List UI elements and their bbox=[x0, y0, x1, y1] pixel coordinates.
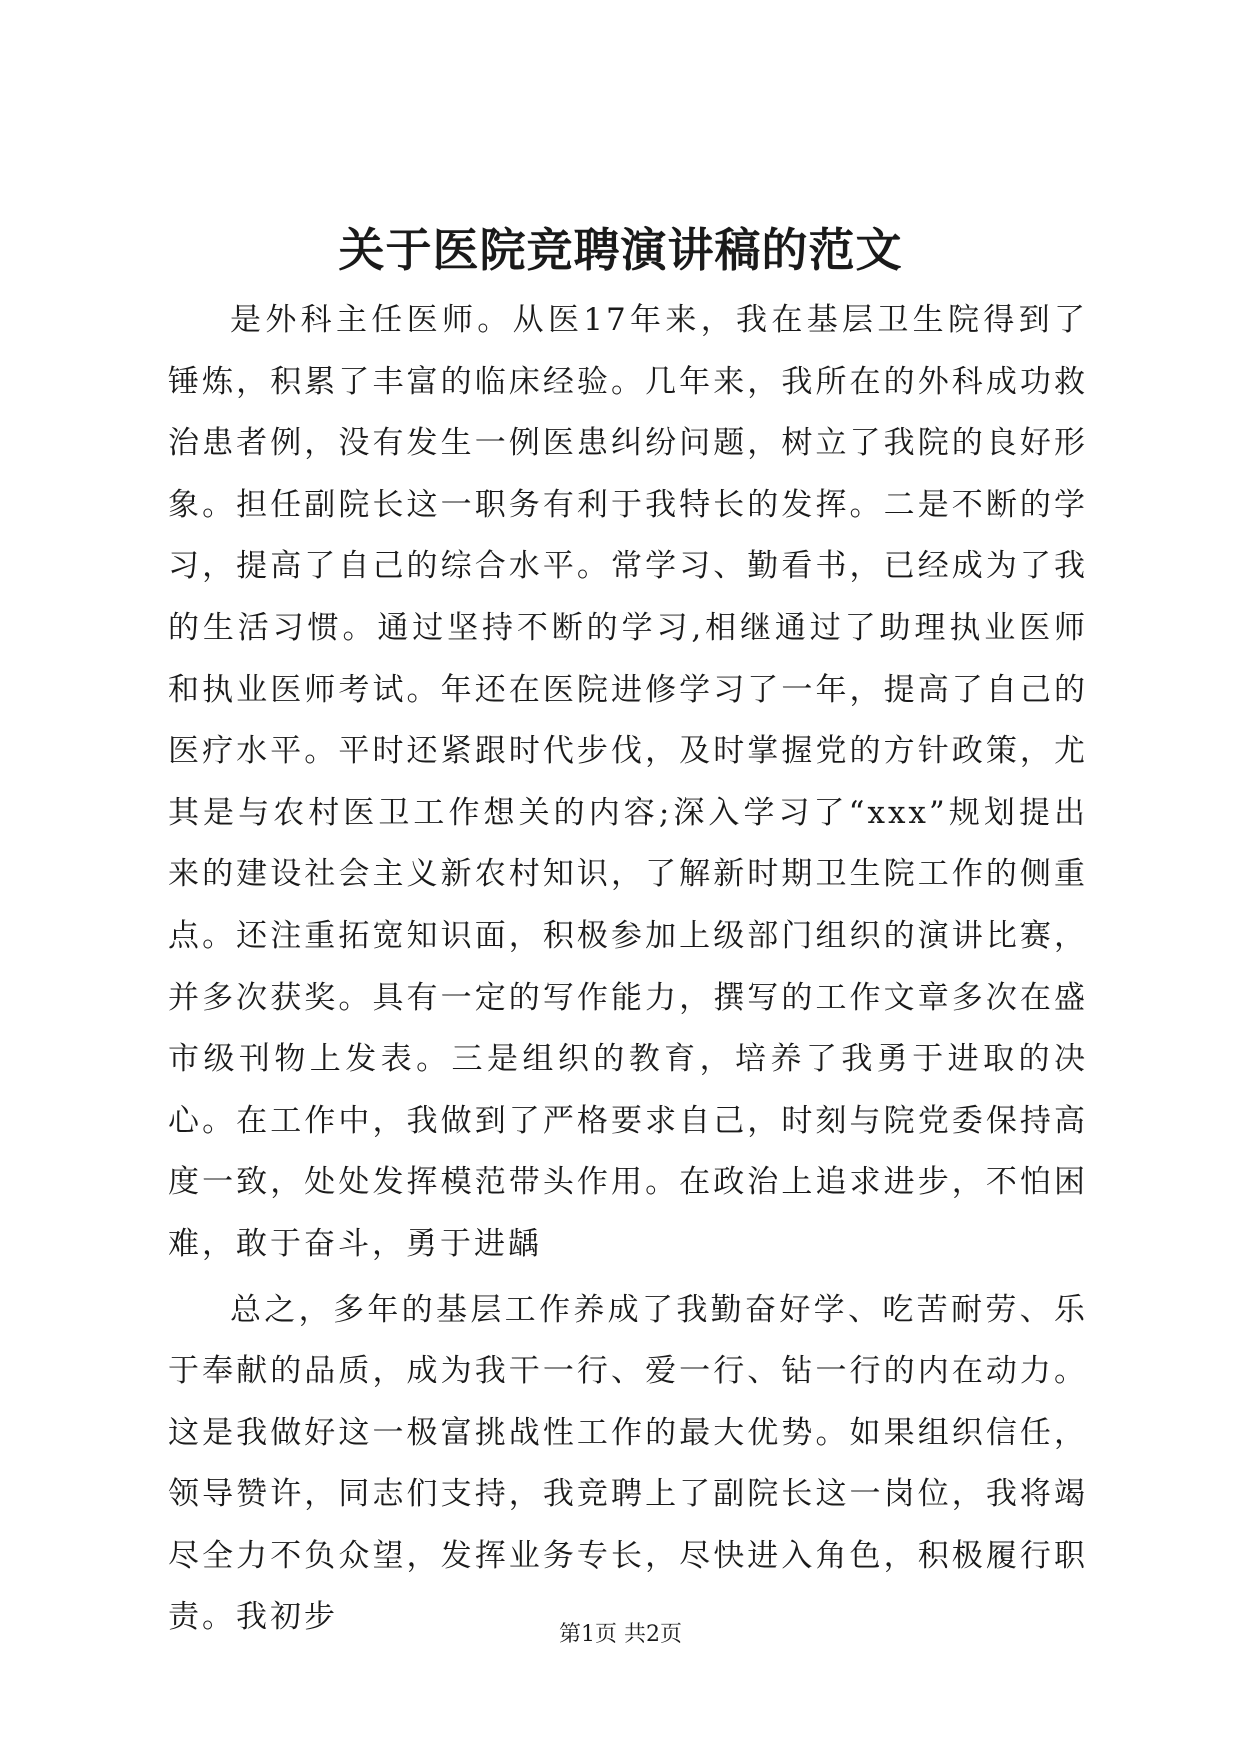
page-number-footer: 第1页 共2页 bbox=[559, 1622, 682, 1647]
paragraph-2: 总之，多年的基层工作养成了我勤奋好学、吃苦耐劳、乐于奉献的品质，成为我干一行、爱一行、钻一行的内在动力。这是我做好这一极富挑战性工作的最大优势。如果组织信任，领导赞许，同志们支持，我竞聘上了副院长这一岗位，我将竭尽全力不负众望，发挥业务专长，尽快进入角色，积极履行职责。我初步 bbox=[168, 1291, 1088, 1636]
document-title: 关于医院竞聘演讲稿的范文 bbox=[338, 223, 903, 277]
document-body bbox=[168, 290, 1088, 1653]
paragraph-1: 是外科主任医师。从医17年来，我在基层卫生院得到了锤炼，积累了丰富的临床经验。几年来，我所在的外科成功救治患者例，没有发生一例医患纠纷问题，树立了我院的良好形象。担任副院长这一职务有利于我特长的发挥。二是不断的学习，提高了自己的综合水平。常学习、勤看书，已经成为了我的生活习惯。通过坚持不断的学习,相继通过了助理执业医师和执业医师考试。年还在医院进修学习了一年，提高了自己的医疗水平。平时还紧跟时代步伐，及时掌握党的方针政策，尤其是与农村医卫工作想关的内容;深入学习了“xxx”规划提出来的建设社会主义新农村知识，了解新时期卫生院工作的侧重点。还注重拓宽知识面，积极参加上级部门组织的演讲比赛，并多次获奖。具有一定的写作能力，撰写的工作文章多次在盛市级刊物上发表。三是组织的教育，培养了我勇于进取的决心。在工作中，我做到了严格要求自己，时刻与院党委保持高度一致，处处发挥模范带头作用。在政治上追求进步，不怕困难，敢于奋斗，勇于进龋 bbox=[168, 302, 1088, 1262]
